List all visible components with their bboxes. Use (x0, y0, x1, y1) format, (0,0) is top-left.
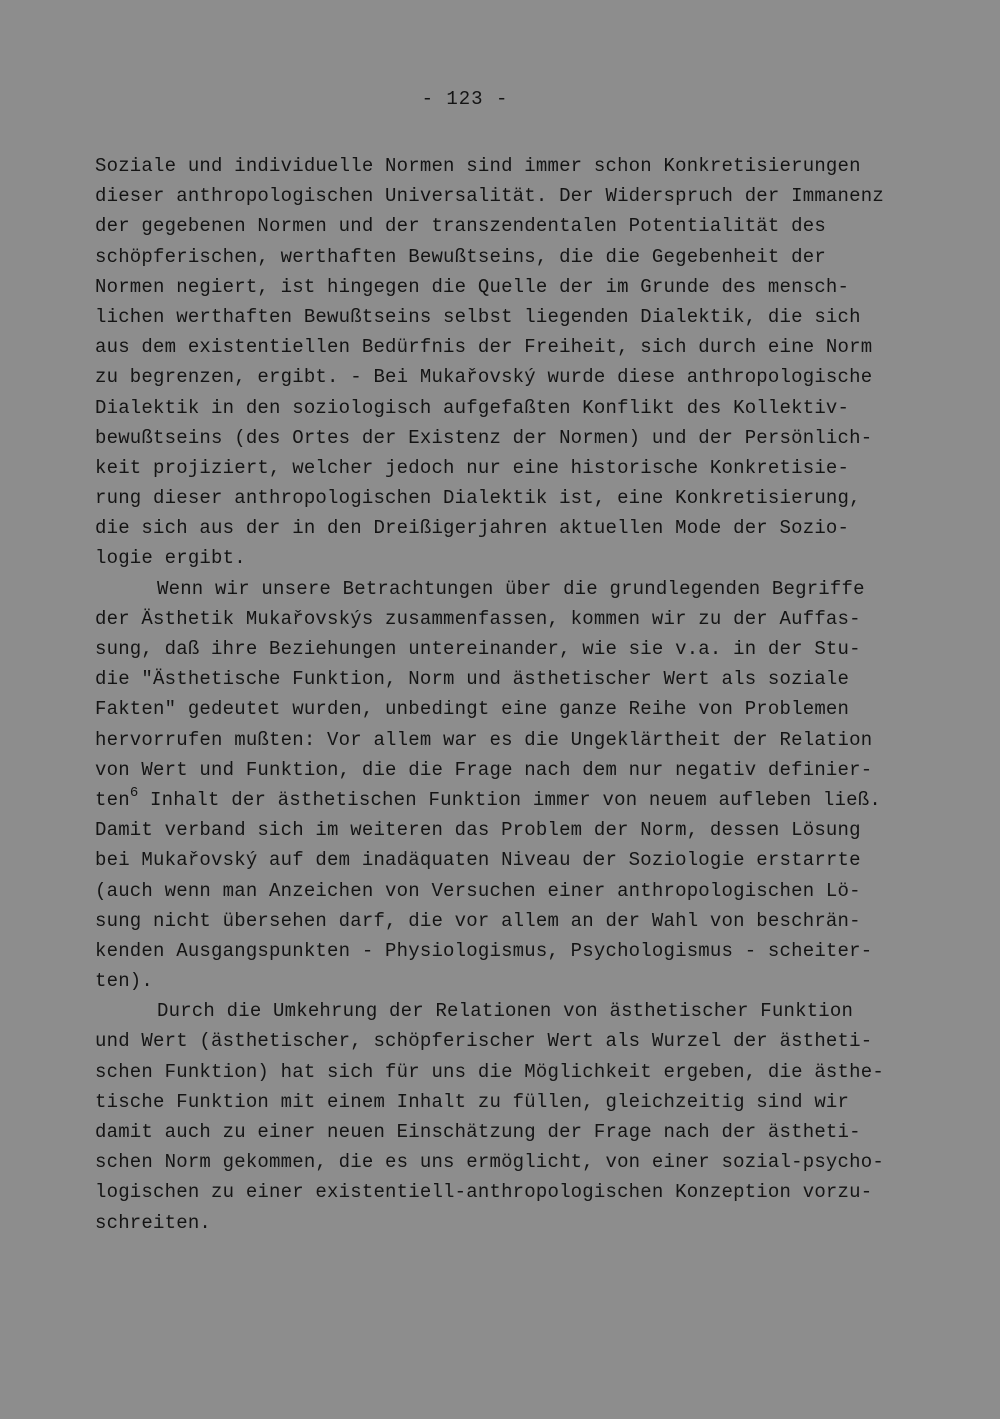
text-line-content: bewußtseins (des Ortes der Existenz der Normen) und der Persönlich- (95, 426, 873, 449)
text-line-content: Fakten" gedeutet wurden, unbedingt eine ganze Reihe von Problemen (95, 698, 850, 721)
text-line (95, 996, 925, 1026)
text-line (95, 393, 925, 423)
page-number: - 123 - (421, 88, 509, 110)
text-line (95, 1057, 925, 1087)
text-line (95, 755, 925, 785)
text-line (95, 1177, 925, 1207)
text-line (95, 876, 925, 906)
text-line-content: von Wert und Funktion, die die Frage nach dem nur negativ definier- (95, 758, 873, 781)
text-line-content: logie ergibt. (95, 547, 246, 570)
text-line (95, 725, 925, 755)
text-line (95, 543, 925, 573)
text-line-content: rung dieser anthropologischen Dialektik ist, eine Konkretisierung, (95, 487, 861, 510)
text-line-content: und Wert (ästhetischer, schöpferischer Wert als Wurzel der ästheti- (95, 1030, 873, 1053)
footnote-marker: 6 (129, 784, 139, 801)
text-line (95, 272, 925, 302)
text-line-content: (auch wenn man Anzeichen von Versuchen einer anthropologischen Lö- (95, 879, 861, 902)
text-line-content: damit auch zu einer neuen Einschätzung der Frage nach der ästheti- (95, 1121, 861, 1143)
text-line (95, 815, 925, 845)
text-line (95, 423, 925, 453)
text-line-content: kenden Ausgangspunkten - Physiologismus, Psychologismus - scheiter- (95, 939, 873, 962)
text-line-content: aus dem existentiellen Bedürfnis der Freiheit, sich durch eine Norm (95, 336, 873, 359)
text-line (95, 574, 925, 604)
text-line-content: keit projiziert, welcher jedoch nur eine historische Konkretisie- (95, 456, 850, 479)
text-line (95, 845, 925, 875)
text-line-content: Soziale und individuelle Normen sind immer schon Konkretisierungen (95, 155, 861, 177)
text-line-content: die "Ästhetische Funktion, Norm und ästhetischer Wert als soziale (95, 668, 850, 691)
text-line (95, 1117, 925, 1147)
text-line-content: schen Norm gekommen, die es uns ermöglicht, von einer sozial-psycho- (95, 1151, 884, 1174)
text-line-content: logischen zu einer existentiell-anthropologischen Konzeption vorzu- (95, 1181, 873, 1204)
text-line (95, 332, 925, 362)
text-line (95, 362, 925, 392)
text-line-content: schöpferischen, werthaften Bewußtseins, die die Gegebenheit der (95, 245, 826, 268)
text-line-content: lichen werthaften Bewußtseins selbst liegenden Dialektik, die sich (95, 305, 861, 328)
text-line (95, 604, 925, 634)
text-line (95, 966, 925, 996)
text-line-content: ten (95, 788, 130, 811)
text-line-content: schen Funktion) hat sich für uns die Möglichkeit ergeben, die ästhe- (95, 1060, 884, 1083)
text-line (95, 1087, 925, 1117)
text-line-content: bei Mukařovský auf dem inadäquaten Niveau der Soziologie erstarrte (95, 849, 861, 872)
body-text (95, 151, 925, 1238)
text-line-content: der gegebenen Normen und der transzendentalen Potentialität des (95, 215, 826, 238)
text-line-content: hervorrufen mußten: Vor allem war es die Ungeklärtheit der Relation (95, 728, 873, 751)
text-line-content: dieser anthropologischen Universalität. Der Widerspruch der Immanenz (95, 185, 884, 208)
text-line-content: Dialektik in den soziologisch aufgefaßten Konflikt des Kollektiv- (95, 396, 850, 419)
text-line-content: Wenn wir unsere Betrachtungen über die grundlegenden Begriffe (157, 577, 865, 600)
text-line (95, 1208, 925, 1238)
text-line-content: sung nicht übersehen darf, die vor allem an der Wahl von beschrän- (95, 909, 861, 932)
text-line (95, 302, 925, 332)
text-line (95, 664, 925, 694)
text-line-content: Damit verband sich im weiteren das Problem der Norm, dessen Lösung (95, 819, 861, 842)
text-line (95, 936, 925, 966)
text-line-content: ten). (95, 970, 154, 993)
text-line-content: die sich aus der in den Dreißigerjahren aktuellen Mode der Sozio- (95, 517, 850, 540)
text-line (95, 694, 925, 724)
text-line (95, 242, 925, 272)
text-line (95, 634, 925, 664)
text-line-content: sung, daß ihre Beziehungen untereinander, wie sie v.a. in der Stu- (95, 638, 861, 660)
text-line (95, 181, 925, 211)
text-line (95, 483, 925, 513)
text-line-continuation: Inhalt der ästhetischen Funktion immer von neuem aufleben ließ. (138, 788, 881, 811)
text-line-content: der Ästhetik Mukařovskýs zusammenfassen, kommen wir zu der Auffas- (95, 607, 861, 630)
text-line-content: Durch die Umkehrung der Relationen von ästhetischer Funktion (157, 1000, 854, 1023)
text-line (95, 151, 925, 181)
text-line-content: schreiten. (95, 1211, 212, 1234)
text-line (95, 1026, 925, 1056)
text-line-content: tische Funktion mit einem Inhalt zu füllen, gleichzeitig sind wir (95, 1090, 850, 1113)
text-line (95, 785, 925, 815)
text-line (95, 453, 925, 483)
text-line (95, 906, 925, 936)
text-line (95, 1147, 925, 1177)
text-line-content: Normen negiert, ist hingegen die Quelle der im Grunde des mensch- (95, 275, 850, 298)
text-line-content: zu begrenzen, ergibt. - Bei Mukařovský wurde diese anthropologische (95, 366, 873, 389)
text-line (95, 211, 925, 241)
text-line (95, 513, 925, 543)
